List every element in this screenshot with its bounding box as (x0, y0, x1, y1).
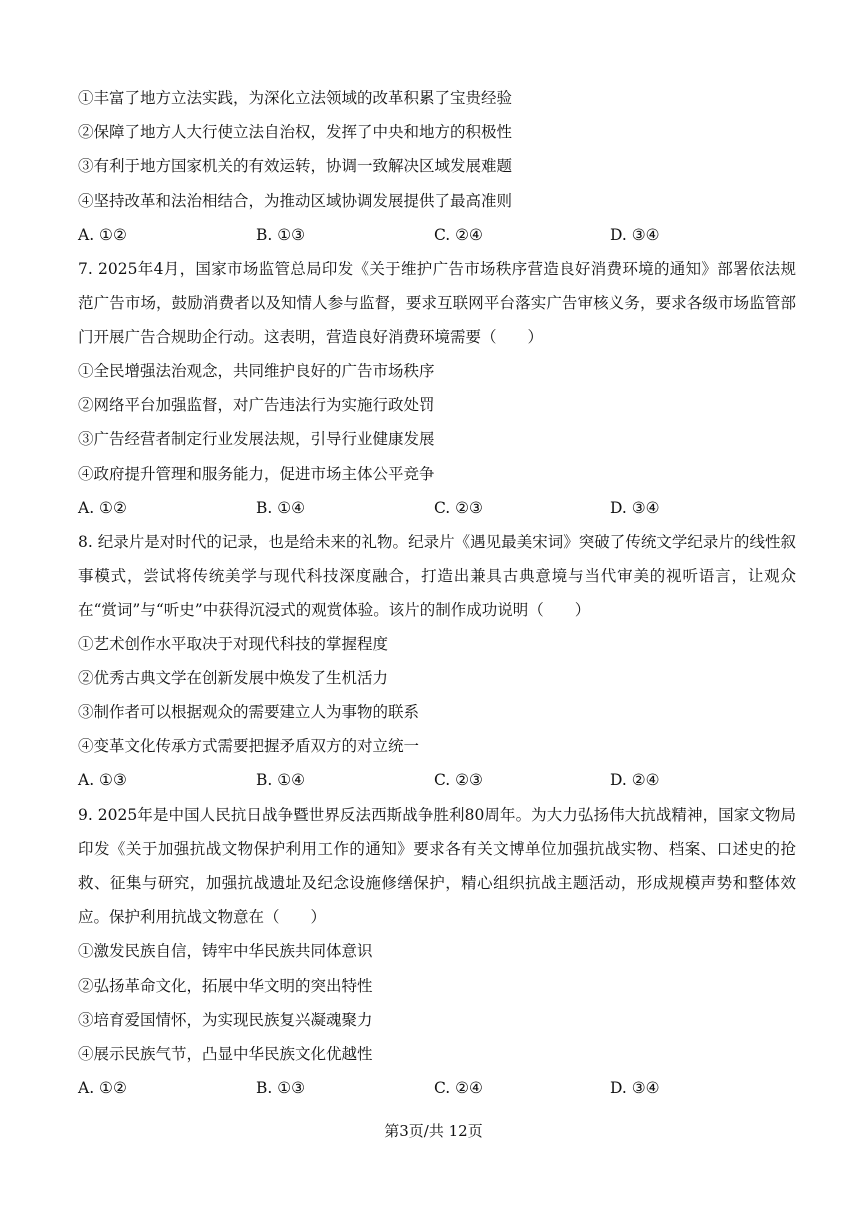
q9-option-d[interactable]: D. ③④ (610, 1079, 660, 1097)
q7-statement-1: ①全民增强法治观念，共同维护良好的广告市场秩序 (78, 362, 435, 380)
q9-option-c[interactable]: C. ②④ (434, 1079, 483, 1097)
q7-option-a[interactable]: A. ①② (78, 499, 127, 517)
q8-options (78, 770, 798, 790)
q9-statement-2: ②弘扬革命文化，拓展中华文明的突出特性 (78, 977, 373, 995)
q6-statement-2: ②保障了地方人大行使立法自治权，发挥了中央和地方的积极性 (78, 123, 513, 141)
q8-option-b[interactable]: B. ①④ (256, 771, 306, 789)
q8-option-d[interactable]: D. ②④ (610, 771, 660, 789)
q9-options (78, 1078, 798, 1098)
q8-stem: 8. 纪录片是对时代的记录，也是给未来的礼物。纪录片《遇见最美宋词》突破了传统文学纪录片的线性叙事模式，尝试将传统美学与现代科技深度融合，打造出兼具古典意境与当代审美的视听语言，让观众在“赏词”与“听史”中获得沉浸式的观赏体验。该片的制作成功说明（ ） (78, 533, 796, 619)
q7-statement-3: ③广告经营者制定行业发展法规，引导行业健康发展 (78, 430, 435, 448)
q6-statement-3: ③有利于地方国家机关的有效运转，协调一致解决区域发展难题 (78, 157, 513, 175)
q7-statement-4: ④政府提升管理和服务能力，促进市场主体公平竞争 (78, 465, 435, 483)
q6-option-a[interactable]: A. ①② (78, 226, 127, 244)
q7-options (78, 498, 798, 518)
page-number-footer: 第3页/共 12页 (384, 1122, 483, 1140)
q6-option-c[interactable]: C. ②④ (434, 226, 483, 244)
q8-statement-2: ②优秀古典文学在创新发展中焕发了生机活力 (78, 669, 389, 687)
q7-option-c[interactable]: C. ②③ (434, 499, 483, 517)
q9-statement-1: ①激发民族自信，铸牢中华民族共同体意识 (78, 942, 373, 960)
q7-stem: 7. 2025年4月，国家市场监管总局印发《关于维护广告市场秩序营造良好消费环境的通知》部署依法规范广告市场，鼓励消费者以及知情人参与监督，要求互联网平台落实广告审核义务，要求各级市场监管部门开展广告合规助企行动。这表明，营造良好消费环境需要（ ） (78, 260, 796, 346)
q8-statement-4: ④变革文化传承方式需要把握矛盾双方的对立统一 (78, 737, 420, 755)
q8-statement-3: ③制作者可以根据观众的需要建立人为事物的联系 (78, 703, 420, 721)
q9-statement-3: ③培育爱国情怀，为实现民族复兴凝魂聚力 (78, 1011, 373, 1029)
q9-option-b[interactable]: B. ①③ (256, 1079, 306, 1097)
q7-option-b[interactable]: B. ①④ (256, 499, 306, 517)
q6-statement-4: ④坚持改革和法治相结合，为推动区域协调发展提供了最高准则 (78, 192, 513, 210)
q7-option-d[interactable]: D. ③④ (610, 499, 660, 517)
q9-statement-4: ④展示民族气节，凸显中华民族文化优越性 (78, 1045, 373, 1063)
q6-statement-1: ①丰富了地方立法实践，为深化立法领域的改革积累了宝贵经验 (78, 89, 513, 107)
q8-option-a[interactable]: A. ①③ (78, 771, 127, 789)
q6-options (78, 225, 798, 245)
q8-option-c[interactable]: C. ②③ (434, 771, 483, 789)
q7-statement-2: ②网络平台加强监督，对广告违法行为实施行政处罚 (78, 396, 435, 414)
q6-option-b[interactable]: B. ①③ (256, 226, 306, 244)
q9-stem: 9. 2025年是中国人民抗日战争暨世界反法西斯战争胜利80周年。为大力弘扬伟大抗战精神，国家文物局印发《关于加强抗战文物保护利用工作的通知》要求各有关文博单位加强抗战实物、档案、口述史的抢救、征集与研究，加强抗战遗址及纪念设施修缮保护，精心组织抗战主题活动，形成规模声势和整体效应。保护利用抗战文物意在（ ） (78, 806, 796, 926)
q9-option-a[interactable]: A. ①② (78, 1079, 127, 1097)
q8-statement-1: ①艺术创作水平取决于对现代科技的掌握程度 (78, 635, 389, 653)
q6-option-d[interactable]: D. ③④ (610, 226, 660, 244)
